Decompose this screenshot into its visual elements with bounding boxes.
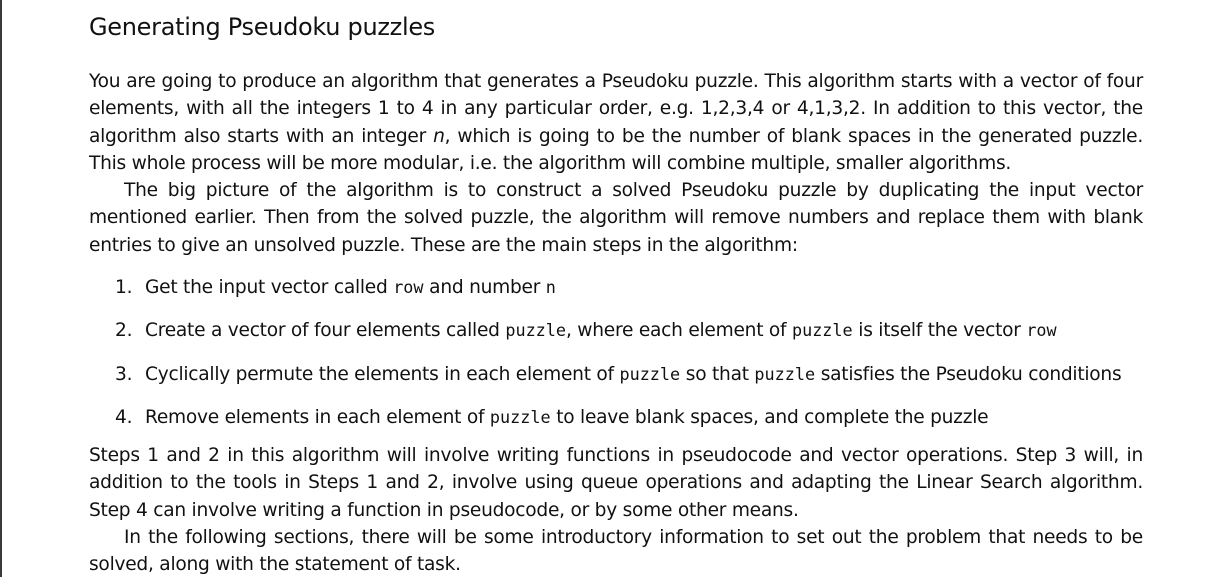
- intro-paragraph: [89, 68, 1143, 177]
- step-code: puzzle: [754, 363, 816, 384]
- step-text: satisfies the Pseudoku conditions: [815, 363, 1122, 385]
- algorithm-step: [115, 402, 1145, 445]
- step-code: puzzle: [505, 320, 566, 341]
- intro-text-a: You are going to produce an algorithm that generates a Pseudoku puzzle. This algorithm starts with a vector of four elements, with all the integers 1 to 4 in any particular order, e.g. 1,2,3,4 or 4,1,3,2. In addition to this vector, the algorithm also starts with an integer: [89, 71, 1143, 147]
- step-number: 3.: [115, 363, 133, 385]
- intro-variable-n: n: [433, 125, 445, 147]
- step-code: puzzle: [489, 406, 551, 427]
- step-text: and number: [423, 277, 546, 298]
- step-text: , where each element of: [565, 320, 792, 342]
- intro-text-b: , which is going to be the number of blank spaces in the generated puzzle. This whole process will be more modular, i.e. the algorithm will combine multiple, smaller algorithms.: [89, 125, 1143, 174]
- step-text: Remove elements in each element of: [145, 406, 490, 428]
- algorithm-step: [115, 359, 1145, 402]
- section-title: Generating Pseudoku puzzles: [89, 13, 435, 41]
- algorithm-steps-list: [115, 272, 1145, 445]
- step-code: row: [393, 277, 424, 297]
- step-text: to leave blank spaces, and complete the puzzle: [550, 406, 989, 428]
- big-picture-paragraph: The big picture of the algorithm is to construct a solved Pseudoku puzzle by duplicating the input vector mentioned earlier. Then from the solved puzzle, the algorithm will remove numbers and replace them with blank entries to give an unsolved puzzle. These are the main steps in the algorithm:: [89, 180, 1143, 256]
- step-text: Get the input vector called: [145, 277, 394, 298]
- step-text: is itself the vector: [852, 320, 1027, 342]
- step-text: Create a vector of four elements called: [145, 320, 506, 342]
- algorithm-step: [115, 272, 1145, 315]
- step-code: puzzle: [792, 320, 853, 341]
- step-text: so that: [680, 363, 755, 385]
- step-code: row: [1026, 320, 1057, 341]
- step-code: n: [545, 277, 556, 297]
- left-border-rule: [0, 0, 2, 577]
- step-text: Cyclically permute the elements in each element of: [145, 363, 620, 385]
- steps-note-paragraph: Steps 1 and 2 in this algorithm will involve writing functions in pseudocode and vector operations. Step 3 will, in addition to the tools in Steps 1 and 2, involve using queue operations and adapting the Linear Search algorithm. Step 4 can involve writing a function in pseudocode, or by some other means.: [89, 445, 1143, 521]
- step-number: 1.: [115, 277, 133, 298]
- algorithm-step: [115, 315, 1145, 358]
- following-sections-paragraph: In the following sections, there will be some introductory information to set out the problem that needs to be solved, along with the statement of task.: [89, 527, 1143, 576]
- step-number: 2.: [115, 320, 133, 342]
- step-code: puzzle: [619, 363, 681, 384]
- step-number: 4.: [115, 406, 133, 428]
